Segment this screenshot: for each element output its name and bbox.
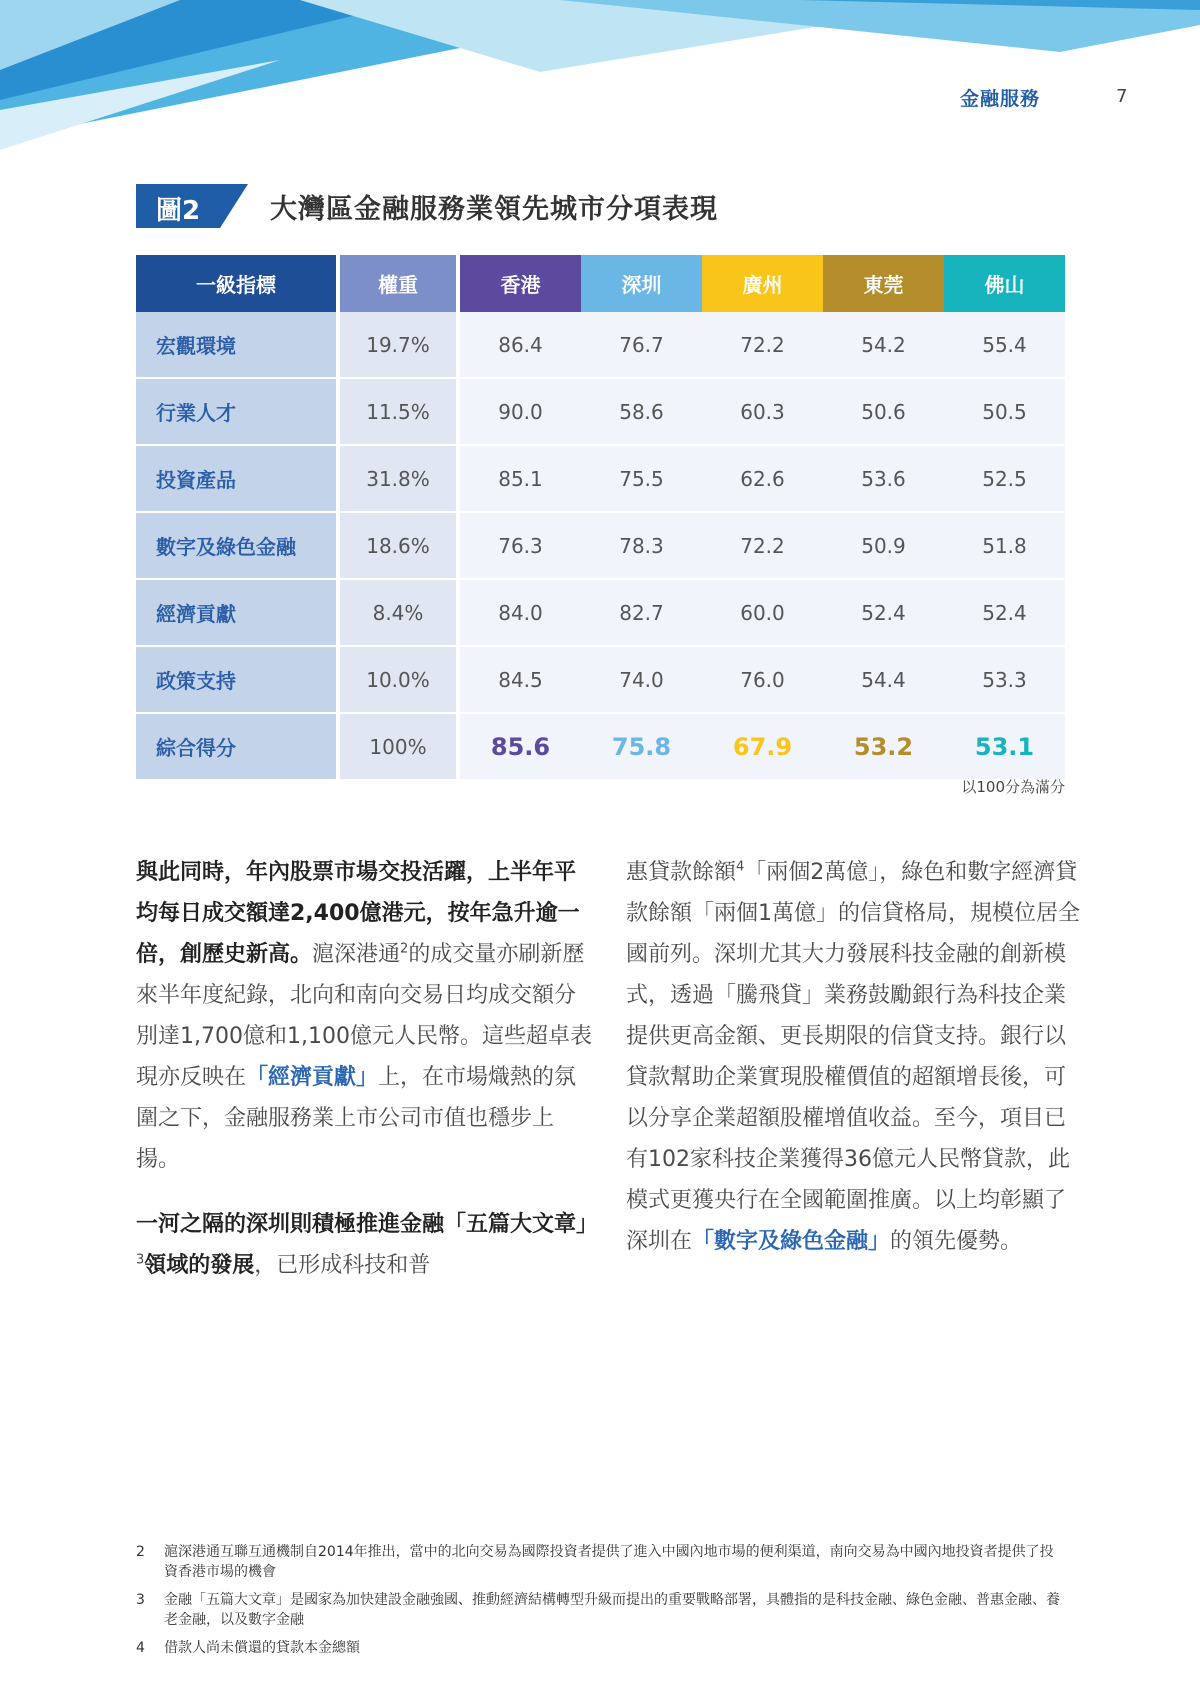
total-score-foshan: 53.1 bbox=[944, 714, 1065, 779]
value-cell-guangzhou: 76.0 bbox=[702, 647, 823, 714]
footnote-number: 2 bbox=[136, 1544, 145, 1560]
weight-cell: 10.0% bbox=[340, 647, 460, 714]
value-cell-guangzhou: 72.2 bbox=[702, 513, 823, 580]
value-cell-shenzhen: 82.7 bbox=[581, 580, 702, 647]
body-text: ，已形成科技和普 bbox=[254, 1253, 431, 1278]
total-score-row bbox=[136, 714, 1065, 779]
value-cell-hongkong: 90.0 bbox=[460, 379, 581, 446]
bold-lead-text: 一河之隔的深圳則積極推進金融「五篇大文章」 bbox=[136, 1212, 599, 1237]
header-shenzhen: 深圳 bbox=[581, 255, 702, 312]
total-weight-cell: 100% bbox=[340, 714, 460, 779]
table-row bbox=[136, 647, 1065, 714]
value-cell-dongguan: 50.9 bbox=[823, 513, 944, 580]
value-cell-foshan: 51.8 bbox=[944, 513, 1065, 580]
value-cell-dongguan: 53.6 bbox=[823, 446, 944, 513]
paragraph bbox=[136, 1204, 599, 1286]
value-cell-foshan: 52.5 bbox=[944, 446, 1065, 513]
value-cell-hongkong: 86.4 bbox=[460, 312, 581, 379]
paragraph bbox=[626, 852, 1086, 1262]
value-cell-foshan: 50.5 bbox=[944, 379, 1065, 446]
figure-title-text: 大灣區金融服務業領先城市分項表現 bbox=[270, 193, 718, 225]
value-cell-shenzhen: 74.0 bbox=[581, 647, 702, 714]
table-row bbox=[136, 513, 1065, 580]
body-text: 「兩個2萬億」，綠色和數字經濟貸款餘額「兩個1萬億」的信貸格局，規模位居全國前列。深圳尤其大力發展科技金融的創新模式，透過「騰飛貸」業務鼓勵銀行為科技企業提供更高金額、更長期限的信貸支持。銀行以貸款幫助企業實現股權價值的超額增長後，可以分享企業超額股權增值收益。至今，項目已有102家科技企業獲得36億元人民幣貸款，此模式更獲央行在全國範圍推廣。以上均彰顯了深圳在 bbox=[626, 860, 1080, 1254]
value-cell-shenzhen: 58.6 bbox=[581, 379, 702, 446]
header-weight: 權重 bbox=[340, 255, 460, 312]
value-cell-foshan: 55.4 bbox=[944, 312, 1065, 379]
footnote-ref: 2 bbox=[400, 941, 409, 957]
bold-lead-text: 領域的發展 bbox=[144, 1253, 255, 1278]
figure-title bbox=[136, 184, 718, 228]
header-banner-graphic bbox=[0, 0, 1200, 150]
footnote-text: 借款人尚未償還的貸款本金總額 bbox=[164, 1640, 360, 1656]
value-cell-guangzhou: 62.6 bbox=[702, 446, 823, 513]
header-indicator: 一級指標 bbox=[136, 255, 340, 312]
value-cell-dongguan: 50.6 bbox=[823, 379, 944, 446]
header-foshan: 佛山 bbox=[944, 255, 1065, 312]
indicator-cell: 行業人才 bbox=[136, 379, 340, 446]
section-title: 金融服務 bbox=[960, 88, 1041, 110]
bold-lead-text: 與此同時，年內股票市場交投活躍，上半年平均每日成交額達2,400億港元，按年急升逾一倍，創歷史新高。 bbox=[136, 860, 580, 967]
total-score-guangzhou: 67.9 bbox=[702, 714, 823, 779]
total-score-shenzhen: 75.8 bbox=[581, 714, 702, 779]
total-score-dongguan: 53.2 bbox=[823, 714, 944, 779]
header-hongkong: 香港 bbox=[460, 255, 581, 312]
paragraph bbox=[136, 852, 596, 1180]
value-cell-shenzhen: 75.5 bbox=[581, 446, 702, 513]
highlight-text: 「經濟貢獻」 bbox=[246, 1065, 379, 1090]
weight-cell: 11.5% bbox=[340, 379, 460, 446]
table-row bbox=[136, 446, 1065, 513]
body-column-left bbox=[136, 852, 599, 1286]
page-number: 7 bbox=[1116, 86, 1128, 107]
indicator-cell: 經濟貢獻 bbox=[136, 580, 340, 647]
figure-label: 圖2 bbox=[156, 196, 201, 226]
footnote bbox=[136, 1542, 1065, 1582]
body-text: 惠貸款餘額 bbox=[626, 860, 737, 885]
body-text: 滬深港通 bbox=[312, 942, 401, 967]
indicator-cell: 宏觀環境 bbox=[136, 312, 340, 379]
footnote-ref: 4 bbox=[736, 859, 745, 875]
body-text: 的領先優勢。 bbox=[890, 1229, 1023, 1254]
table-header-row bbox=[136, 255, 1065, 312]
indicator-cell: 政策支持 bbox=[136, 647, 340, 714]
value-cell-hongkong: 85.1 bbox=[460, 446, 581, 513]
value-cell-foshan: 53.3 bbox=[944, 647, 1065, 714]
value-cell-dongguan: 52.4 bbox=[823, 580, 944, 647]
weight-cell: 18.6% bbox=[340, 513, 460, 580]
footnote-number: 4 bbox=[136, 1640, 145, 1656]
footnote-ref: 3 bbox=[136, 1252, 145, 1268]
value-cell-dongguan: 54.4 bbox=[823, 647, 944, 714]
footnotes bbox=[136, 1542, 1065, 1666]
header-guangzhou: 廣州 bbox=[702, 255, 823, 312]
city-score-table bbox=[136, 255, 1065, 779]
figure-label-badge bbox=[136, 184, 248, 228]
body-text: 上，在市場熾熱的氛圍之下，金融服務業上市公司市值也穩步上揚。 bbox=[136, 1065, 577, 1172]
table-note: 以100分為滿分 bbox=[961, 778, 1065, 796]
value-cell-hongkong: 84.0 bbox=[460, 580, 581, 647]
indicator-cell: 投資產品 bbox=[136, 446, 340, 513]
total-indicator-cell: 綜合得分 bbox=[136, 714, 340, 779]
weight-cell: 19.7% bbox=[340, 312, 460, 379]
value-cell-shenzhen: 76.7 bbox=[581, 312, 702, 379]
value-cell-hongkong: 76.3 bbox=[460, 513, 581, 580]
highlight-text: 「數字及綠色金融」 bbox=[692, 1229, 891, 1254]
header-dongguan: 東莞 bbox=[823, 255, 944, 312]
value-cell-guangzhou: 60.0 bbox=[702, 580, 823, 647]
footnote-number: 3 bbox=[136, 1592, 145, 1608]
indicator-cell: 數字及綠色金融 bbox=[136, 513, 340, 580]
value-cell-shenzhen: 78.3 bbox=[581, 513, 702, 580]
value-cell-dongguan: 54.2 bbox=[823, 312, 944, 379]
weight-cell: 8.4% bbox=[340, 580, 460, 647]
total-score-hongkong: 85.6 bbox=[460, 714, 581, 779]
value-cell-guangzhou: 72.2 bbox=[702, 312, 823, 379]
value-cell-foshan: 52.4 bbox=[944, 580, 1065, 647]
table-row bbox=[136, 312, 1065, 379]
weight-cell: 31.8% bbox=[340, 446, 460, 513]
footnote bbox=[136, 1638, 1065, 1658]
footnote-text: 金融「五篇大文章」是國家為加快建設金融強國、推動經濟結構轉型升級而提出的重要戰略部署，具體指的是科技金融、綠色金融、普惠金融、養老金融，以及數字金融 bbox=[164, 1592, 1060, 1628]
value-cell-guangzhou: 60.3 bbox=[702, 379, 823, 446]
footnote bbox=[136, 1590, 1065, 1630]
body-text: 的成交量亦刷新歷來半年度紀錄，北向和南向交易日均成交額分別達1,700億和1,100億元人民幣。這些超卓表現亦反映在 bbox=[136, 942, 592, 1090]
footnote-text: 滬深港通互聯互通機制自2014年推出，當中的北向交易為國際投資者提供了進入中國內地市場的便利渠道，南向交易為中國內地投資者提供了投資香港市場的機會 bbox=[164, 1544, 1054, 1580]
table-row bbox=[136, 580, 1065, 647]
body-column-right bbox=[626, 852, 1086, 1262]
value-cell-hongkong: 84.5 bbox=[460, 647, 581, 714]
table-row bbox=[136, 379, 1065, 446]
